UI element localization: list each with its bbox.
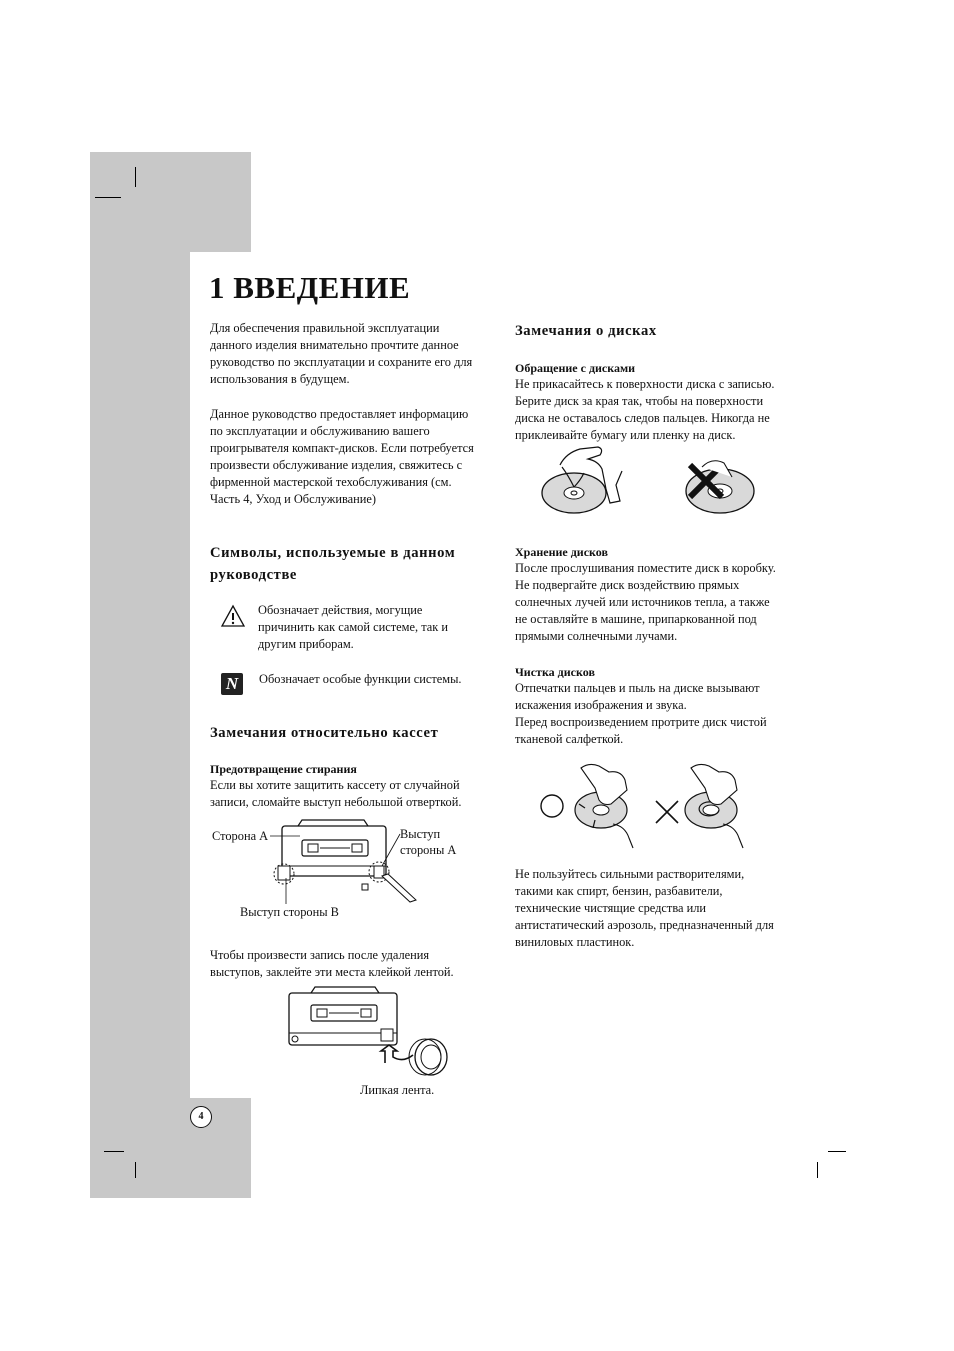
crop-mark: [135, 167, 136, 187]
cassette-tape-illustration: [285, 985, 455, 1080]
disc-handling-heading: Обращение с дисками: [515, 361, 636, 375]
disc-incorrect-handling-illustration: [682, 457, 758, 517]
note-icon: [221, 673, 243, 695]
crop-mark: [104, 1151, 124, 1152]
margin-band-side: [90, 252, 190, 1098]
record-after-removal-text: Чтобы произвести запись после удаления выступов, заклейте эти места клейкой лентой.: [210, 948, 454, 979]
label-tab-side-a: Выступ стороны A: [400, 827, 457, 857]
page-title: 1 ВВЕДЕНИЕ: [209, 270, 411, 305]
label-adhesive-tape: Липкая лента.: [360, 1083, 435, 1097]
margin-band-bottom: [90, 1098, 251, 1198]
disc-cleaning-incorrect-illustration: [685, 760, 747, 850]
disc-cleaning-correct-illustration: [575, 760, 637, 850]
crop-mark: [135, 1162, 136, 1178]
page-number: 4: [190, 1106, 212, 1128]
warning-description: Обозначает действия, могущие причинить как самой системе, так и другим приборам.: [258, 603, 449, 651]
disc-storage-text: После прослушивания поместите диск в коробку. Не подвергайте диск воздействию прямых солнечных лучей или источников тепла, а также не оставляйте в машине, припаркованной под прямыми солнечными лучами.: [515, 561, 776, 643]
crop-mark: [95, 197, 121, 198]
disc-handling-text: Не прикасайтесь к поверхности диска с записью. Берите диск за края так, чтобы на поверхности диска не оставалось следов пальцев. Никогда не приклеивайте бумагу или пленку на диск.: [515, 377, 775, 442]
label-side-a: Сторона A: [212, 829, 269, 843]
erase-prevention-text: Если вы хотите защитить кассету от случайной записи, сломайте выступ небольшой отверткой.: [210, 778, 462, 809]
disc-correct-handling-illustration: [540, 445, 630, 517]
crop-mark: [817, 1162, 818, 1178]
solvents-warning-text: Не пользуйтесь сильными растворителями, такими как спирт, бензин, разбавители, технические чистящие средства или антистатический аэрозоль, предназначенный для виниловых пластинок.: [515, 867, 774, 949]
disc-storage-heading: Хранение дисков: [515, 545, 608, 559]
note-icon-glyph: N: [225, 674, 239, 693]
erase-prevention-heading: Предотвращение стирания: [210, 762, 357, 776]
note-description: Обозначает особые функции системы.: [259, 672, 462, 686]
warning-icon: [220, 604, 246, 628]
crop-mark: [828, 1151, 846, 1152]
margin-band-top: [90, 152, 251, 252]
cassettes-heading: Замечания относительно кассет: [210, 725, 439, 741]
discs-heading: Замечания о дисках: [515, 323, 657, 339]
incorrect-mark-icon: [655, 800, 679, 824]
disc-cleaning-heading: Чистка дисков: [515, 665, 595, 679]
intro-paragraph-2: Данное руководство предоставляет информацию по эксплуатации и обслуживанию вашего проигрывателя компакт-дисков. Если потребуется произвести обслуживание изделия, свяжитесь с фирменной мастерской техобслуживания (см. Часть 4, Уход и Обслуживание): [210, 407, 474, 506]
correct-mark-icon: [540, 794, 564, 818]
label-tab-side-b: Выступ стороны B: [240, 905, 339, 919]
symbols-heading: Символы, используемые в данном руководстве: [210, 545, 456, 583]
disc-cleaning-text: Отпечатки пальцев и пыль на диске вызывают искажения изображения и звука. Перед воспроизведением протрите диск чистой тканевой салфеткой.: [515, 681, 767, 746]
intro-paragraph-1: Для обеспечения правильной эксплуатации данного изделия внимательно прочтите данное руководство по эксплуатации и сохраните его для использования в будущем.: [210, 321, 473, 386]
